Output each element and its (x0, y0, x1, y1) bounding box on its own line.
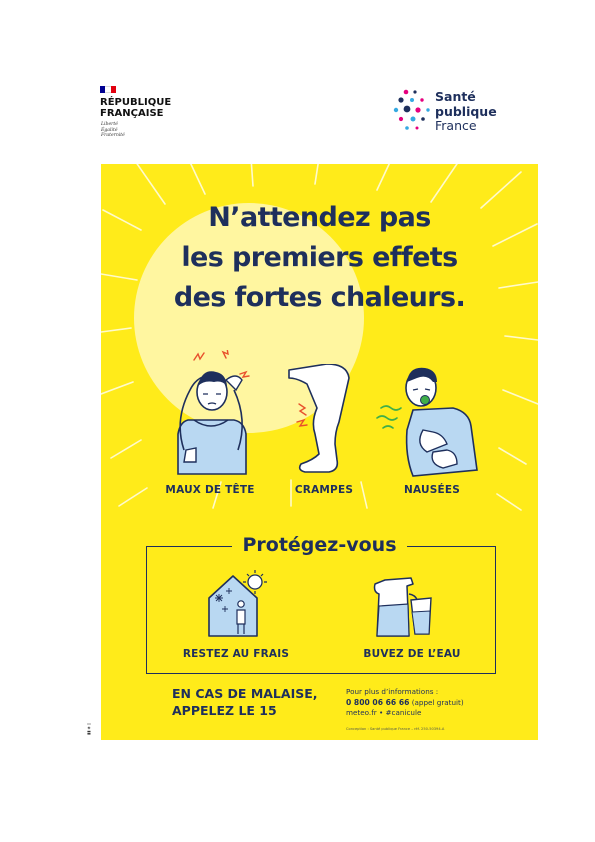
action-label-drink-water: BUVEZ DE L’EAU (363, 648, 461, 660)
headline-line-3: des fortes chaleurs. (173, 282, 466, 313)
info-block (346, 687, 464, 719)
side-print-mark: ▮▮ ◈ ▯ (86, 722, 91, 735)
info-phone-note: (appel gratuit) (411, 697, 464, 707)
emergency-callout (172, 685, 318, 719)
republique-francaise-logo: RÉPUBLIQUE FRANÇAISE (100, 97, 172, 119)
info-phone: 0 800 06 66 66 (346, 697, 410, 707)
action-label-stay-cool: RESTEZ AU FRAIS (182, 648, 290, 660)
emergency-line-1: EN CAS DE MALAISE, (172, 686, 318, 701)
headache-icon (156, 350, 266, 476)
heatwave-poster (101, 164, 538, 740)
info-links: meteo.fr • #canicule (346, 708, 422, 717)
sante-publique-france-logo (435, 90, 497, 134)
water-pitcher-icon (371, 572, 441, 642)
republique-motto: Liberté Égalité Fraternité (101, 122, 125, 138)
protect-title (101, 534, 538, 556)
spf-line1: Santé (435, 89, 476, 104)
marianne-flag-icon (100, 86, 116, 93)
nausea-icon (373, 360, 483, 478)
leg-cramp-icon (287, 364, 361, 476)
symptom-label-headache: MAUX DE TÊTE (165, 484, 255, 496)
info-intro: Pour plus d’informations : (346, 687, 439, 696)
emergency-line-2: APPELEZ LE 15 (172, 703, 277, 718)
protect-title-text: Protégez-vous (232, 534, 406, 556)
symptom-label-nausea: NAUSÉES (404, 484, 460, 496)
credit-line: Conception : Santé publique France – réf. 250-50394-A (346, 727, 445, 731)
headline-line-2: les premiers effets (181, 242, 458, 273)
cool-house-icon (205, 568, 271, 638)
sante-publique-dots-icon (392, 86, 434, 138)
headline-line-1: N’attendez pas (208, 202, 431, 233)
spf-line3: France (435, 118, 477, 133)
spf-line2: publique (435, 103, 497, 119)
symptom-label-cramps: CRAMPES (294, 484, 354, 496)
headline (101, 198, 538, 318)
